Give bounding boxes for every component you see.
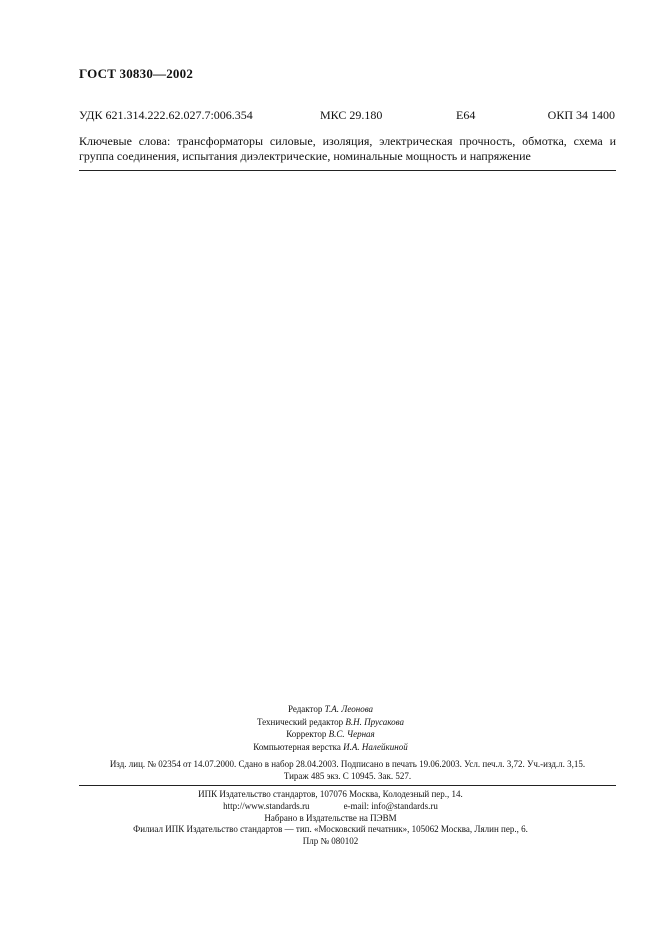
keywords-paragraph: Ключевые слова: трансформаторы силовые, изоляция, электрическая прочность, обмотка, схема и группа соединения, испытания диэлектрические, номинальные мощность и напряжение [79, 134, 616, 163]
mks-code: МКС 29.180 [320, 108, 383, 122]
publication-line-2: Тираж 485 экз. С 10945. Зак. 527. [283, 770, 412, 781]
divider-bottom [79, 785, 616, 786]
publication-line-1: Изд. лиц. № 02354 от 14.07.2000. Сдано в набор 28.04.2003. Подписано в печать 19.06.2003. Усл. печ.л. 3,72. Уч.-изд.л. 3,15. [109, 759, 586, 769]
publisher-block [0, 789, 661, 848]
okp-code: ОКП 34 1400 [547, 108, 615, 122]
group-code: Е64 [456, 108, 476, 122]
publisher-email[interactable]: e-mail: info@standards.ru [343, 800, 438, 811]
document-code: ГОСТ 30830—2002 [79, 66, 194, 81]
credit-tech-editor: Технический редактор В.Н. Прусакова [256, 716, 405, 727]
credit-editor: Редактор Т.А. Леонова [287, 704, 374, 714]
publisher-website[interactable]: http://www.standards.ru [223, 800, 310, 811]
publisher-plr: Плр № 080102 [302, 836, 359, 847]
publisher-web [0, 801, 661, 813]
credit-corrector: Корректор В.С. Черная [286, 729, 375, 739]
credits-block [0, 703, 661, 753]
publisher-typeset: Набрано в Издательстве на ПЭВМ [264, 812, 397, 823]
publisher-address: ИПК Издательство стандартов, 107076 Москва, Колодезный пер., 14. [198, 789, 463, 799]
publisher-branch: Филиал ИПК Издательство стандартов — тип. «Московский печатник», 105062 Москва, Лялин пер., 6. [133, 824, 528, 835]
udk-code: УДК 621.314.222.62.027.7:006.354 [79, 108, 253, 122]
divider-top [79, 170, 616, 171]
credit-layout: Компьютерная верстка И.А. Налейкиной [253, 741, 408, 752]
publication-details [79, 759, 616, 782]
